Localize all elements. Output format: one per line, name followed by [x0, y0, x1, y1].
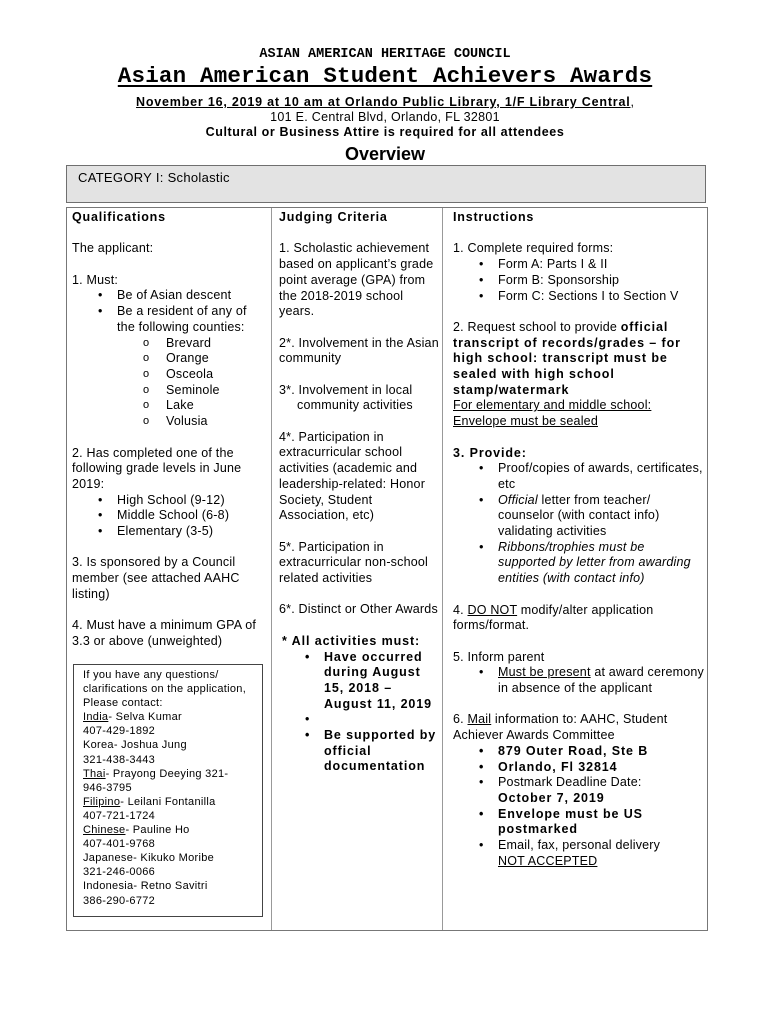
grade-item: • High School (9-12) — [72, 493, 267, 509]
contact-box — [73, 664, 263, 917]
instruction-6-text: information to: AAHC, Student Achiever Awards Committee — [453, 712, 668, 743]
qualification-1: 1. Must: — [72, 272, 119, 287]
grade-list — [72, 493, 267, 540]
contact-phone: 946-3795 — [83, 781, 132, 794]
contact-country: Filipino — [83, 795, 121, 808]
contact-entry — [83, 823, 262, 837]
list-item: • Be a resident of any of the following counties: — [72, 304, 267, 335]
county-item: o Seminole — [72, 383, 267, 399]
criterion-6: 6*. Distinct or Other Awards — [279, 602, 438, 617]
list-item: • Be supported by official documentation — [279, 728, 439, 775]
contact-name: - Pauline Ho — [125, 824, 190, 837]
criterion-2: 2*. Involvement in the Asian community — [279, 335, 439, 366]
mail-word: Mail — [467, 712, 492, 727]
event-line — [0, 95, 770, 109]
county-item: o Lake — [72, 398, 267, 414]
postmark-label: Postmark Deadline Date: — [498, 775, 642, 790]
instructions-heading: Instructions — [453, 210, 535, 224]
grade-item: • Middle School (6-8) — [72, 508, 267, 524]
list-item: • Ribbons/trophies must be supported by letter from awarding entities (with contact info) — [453, 540, 705, 587]
judging-column — [279, 210, 439, 775]
activities-note: * All activities must: — [282, 633, 421, 648]
contact-intro: If you have any questions/ clarifications on the application, Please contact: — [83, 669, 247, 710]
applicant-intro: The applicant: — [72, 241, 154, 256]
contact-country: India — [83, 711, 109, 724]
contact-country: Chinese — [83, 824, 126, 837]
event-address: 101 E. Central Blvd, Orlando, FL 32801 — [270, 110, 500, 124]
criterion-3 — [279, 383, 439, 414]
organization-name: ASIAN AMERICAN HERITAGE COUNCIL — [259, 47, 511, 62]
instruction-4 — [453, 603, 705, 634]
list-item: • Envelope must be US postmarked — [453, 807, 705, 838]
letter-text: letter from teacher/ counselor (with contact info) validating activities — [498, 492, 660, 539]
criterion-4: 4*. Participation in extracurricular school activities (academic and leadership-related: Honor Society, Student Association, etc) — [279, 429, 426, 523]
list-item — [453, 665, 705, 696]
judging-heading: Judging Criteria — [279, 210, 388, 224]
event-trail: , — [630, 95, 634, 109]
document-title: Asian American Student Achievers Awards — [117, 63, 653, 89]
instruction-6 — [453, 712, 705, 743]
criterion-3-line-2: community activities — [297, 398, 413, 413]
contact-entry — [83, 767, 262, 781]
qualification-3: 3. Is sponsored by a Council member (see attached AAHC listing) — [72, 555, 240, 601]
category-label: CATEGORY I: Scholastic — [78, 170, 230, 185]
instruction-3: 3. Provide: — [453, 445, 527, 460]
contact-phone: 407-401-9768 — [83, 838, 156, 851]
event-details: November 16, 2019 at 10 am at Orlando Public Library, 1/F Library Central — [136, 95, 631, 109]
mail-list — [453, 744, 705, 870]
provide-list — [453, 461, 705, 587]
form-item: • Form C: Sections I to Section V — [453, 289, 705, 305]
contact-phone: 321-246-0066 — [83, 866, 156, 879]
contact-name: - Retno Savitri — [133, 880, 208, 893]
criterion-1: 1. Scholastic achievement based on applicant’s grade point average (GPA) from the 2018-2019 school years. — [279, 241, 434, 319]
attire-note: Cultural or Business Attire is required for all attendees — [205, 125, 565, 139]
county-item: o Orange — [72, 351, 267, 367]
list-item: • Be of Asian descent — [72, 288, 267, 304]
list-item: • Have occurred during August 15, 2018 – August 11, 2019 — [279, 650, 439, 713]
contact-phone: 407-721-1724 — [83, 809, 156, 822]
qualification-1-bullets — [72, 288, 267, 335]
qualifications-heading: Qualifications — [72, 210, 166, 224]
must-be-present: Must be present — [498, 665, 591, 680]
official-word: Official — [498, 492, 538, 507]
qualification-4: 4. Must have a minimum GPA of 3.3 or above (unweighted) — [72, 618, 257, 648]
contact-entry — [83, 879, 262, 893]
qualifications-column — [72, 210, 267, 650]
category-box — [66, 165, 706, 203]
contact-entry — [83, 738, 262, 752]
instruction-2-transcript: official transcript of records/grades – for high school: transcript must be sealed with high school stamp/watermark — [453, 319, 681, 397]
contact-phone: 386-290-6772 — [83, 894, 156, 907]
list-item: • Orlando, Fl 32814 — [453, 760, 705, 776]
contact-list — [83, 710, 262, 907]
contact-country: Indonesia — [83, 880, 134, 893]
criterion-5: 5*. Participation in extracurricular non-school related activities — [279, 539, 429, 586]
county-item: o Osceola — [72, 367, 267, 383]
county-list — [72, 336, 267, 430]
instruction-2 — [453, 320, 705, 399]
criterion-3-line-1: 3*. Involvement in local — [279, 382, 413, 397]
instruction-6-num: 6. — [453, 712, 468, 727]
instruction-5: 5. Inform parent — [453, 649, 545, 664]
list-item — [453, 775, 705, 806]
form-item: • Form A: Parts I & II — [453, 257, 705, 273]
instruction-2-lead: 2. Request school to provide — [453, 319, 621, 334]
contact-name: - Prayong Deeying 321- — [105, 767, 229, 780]
contact-phone: 407-429-1892 — [83, 725, 156, 738]
grade-item: • Elementary (3-5) — [72, 524, 267, 540]
list-item: • Proof/copies of awards, certificates, etc — [453, 461, 705, 492]
list-item — [453, 838, 705, 869]
instruction-2-elementary: For elementary and middle school: Envelope must be sealed — [453, 398, 652, 429]
inform-list — [453, 665, 705, 696]
contact-entry — [83, 710, 262, 724]
list-item: • 879 Outer Road, Ste B — [453, 744, 705, 760]
instructions-column — [453, 210, 705, 869]
overview-table — [66, 207, 708, 931]
contact-name: - Kikuko Moribe — [133, 852, 215, 865]
qualification-2: 2. Has completed one of the following grade levels in June 2019: — [72, 445, 242, 491]
activities-bullets — [279, 650, 439, 776]
spacer — [279, 712, 439, 728]
overview-heading: Overview — [344, 144, 426, 164]
contact-entry — [83, 851, 262, 865]
forms-list — [453, 257, 705, 304]
contact-country: Japanese — [83, 852, 134, 865]
contact-name: - Selva Kumar — [108, 711, 182, 724]
contact-entry — [83, 795, 262, 809]
not-accepted: NOT ACCEPTED — [498, 853, 598, 868]
list-item — [453, 493, 705, 540]
contact-name: - Leilani Fontanilla — [120, 795, 216, 808]
form-item: • Form B: Sponsorship — [453, 273, 705, 289]
do-not-text: DO NOT — [467, 602, 518, 617]
not-accepted-methods: Email, fax, personal delivery — [498, 838, 661, 853]
contact-country: Thai — [83, 767, 106, 780]
inform-text: at award ceremony in absence of the applicant — [498, 665, 705, 696]
county-item: o Brevard — [72, 336, 267, 352]
contact-country: Korea — [83, 739, 114, 752]
instruction-1: 1. Complete required forms: — [453, 241, 614, 256]
column-divider — [271, 208, 272, 930]
county-item: o Volusia — [72, 414, 267, 430]
column-divider — [442, 208, 443, 930]
contact-phone: 321-438-3443 — [83, 753, 156, 766]
contact-name: - Joshua Jung — [113, 739, 187, 752]
postmark-date: October 7, 2019 — [498, 790, 605, 805]
instruction-4-text: modify/alter application forms/format. — [453, 602, 654, 633]
instruction-4-num: 4. — [453, 602, 468, 617]
